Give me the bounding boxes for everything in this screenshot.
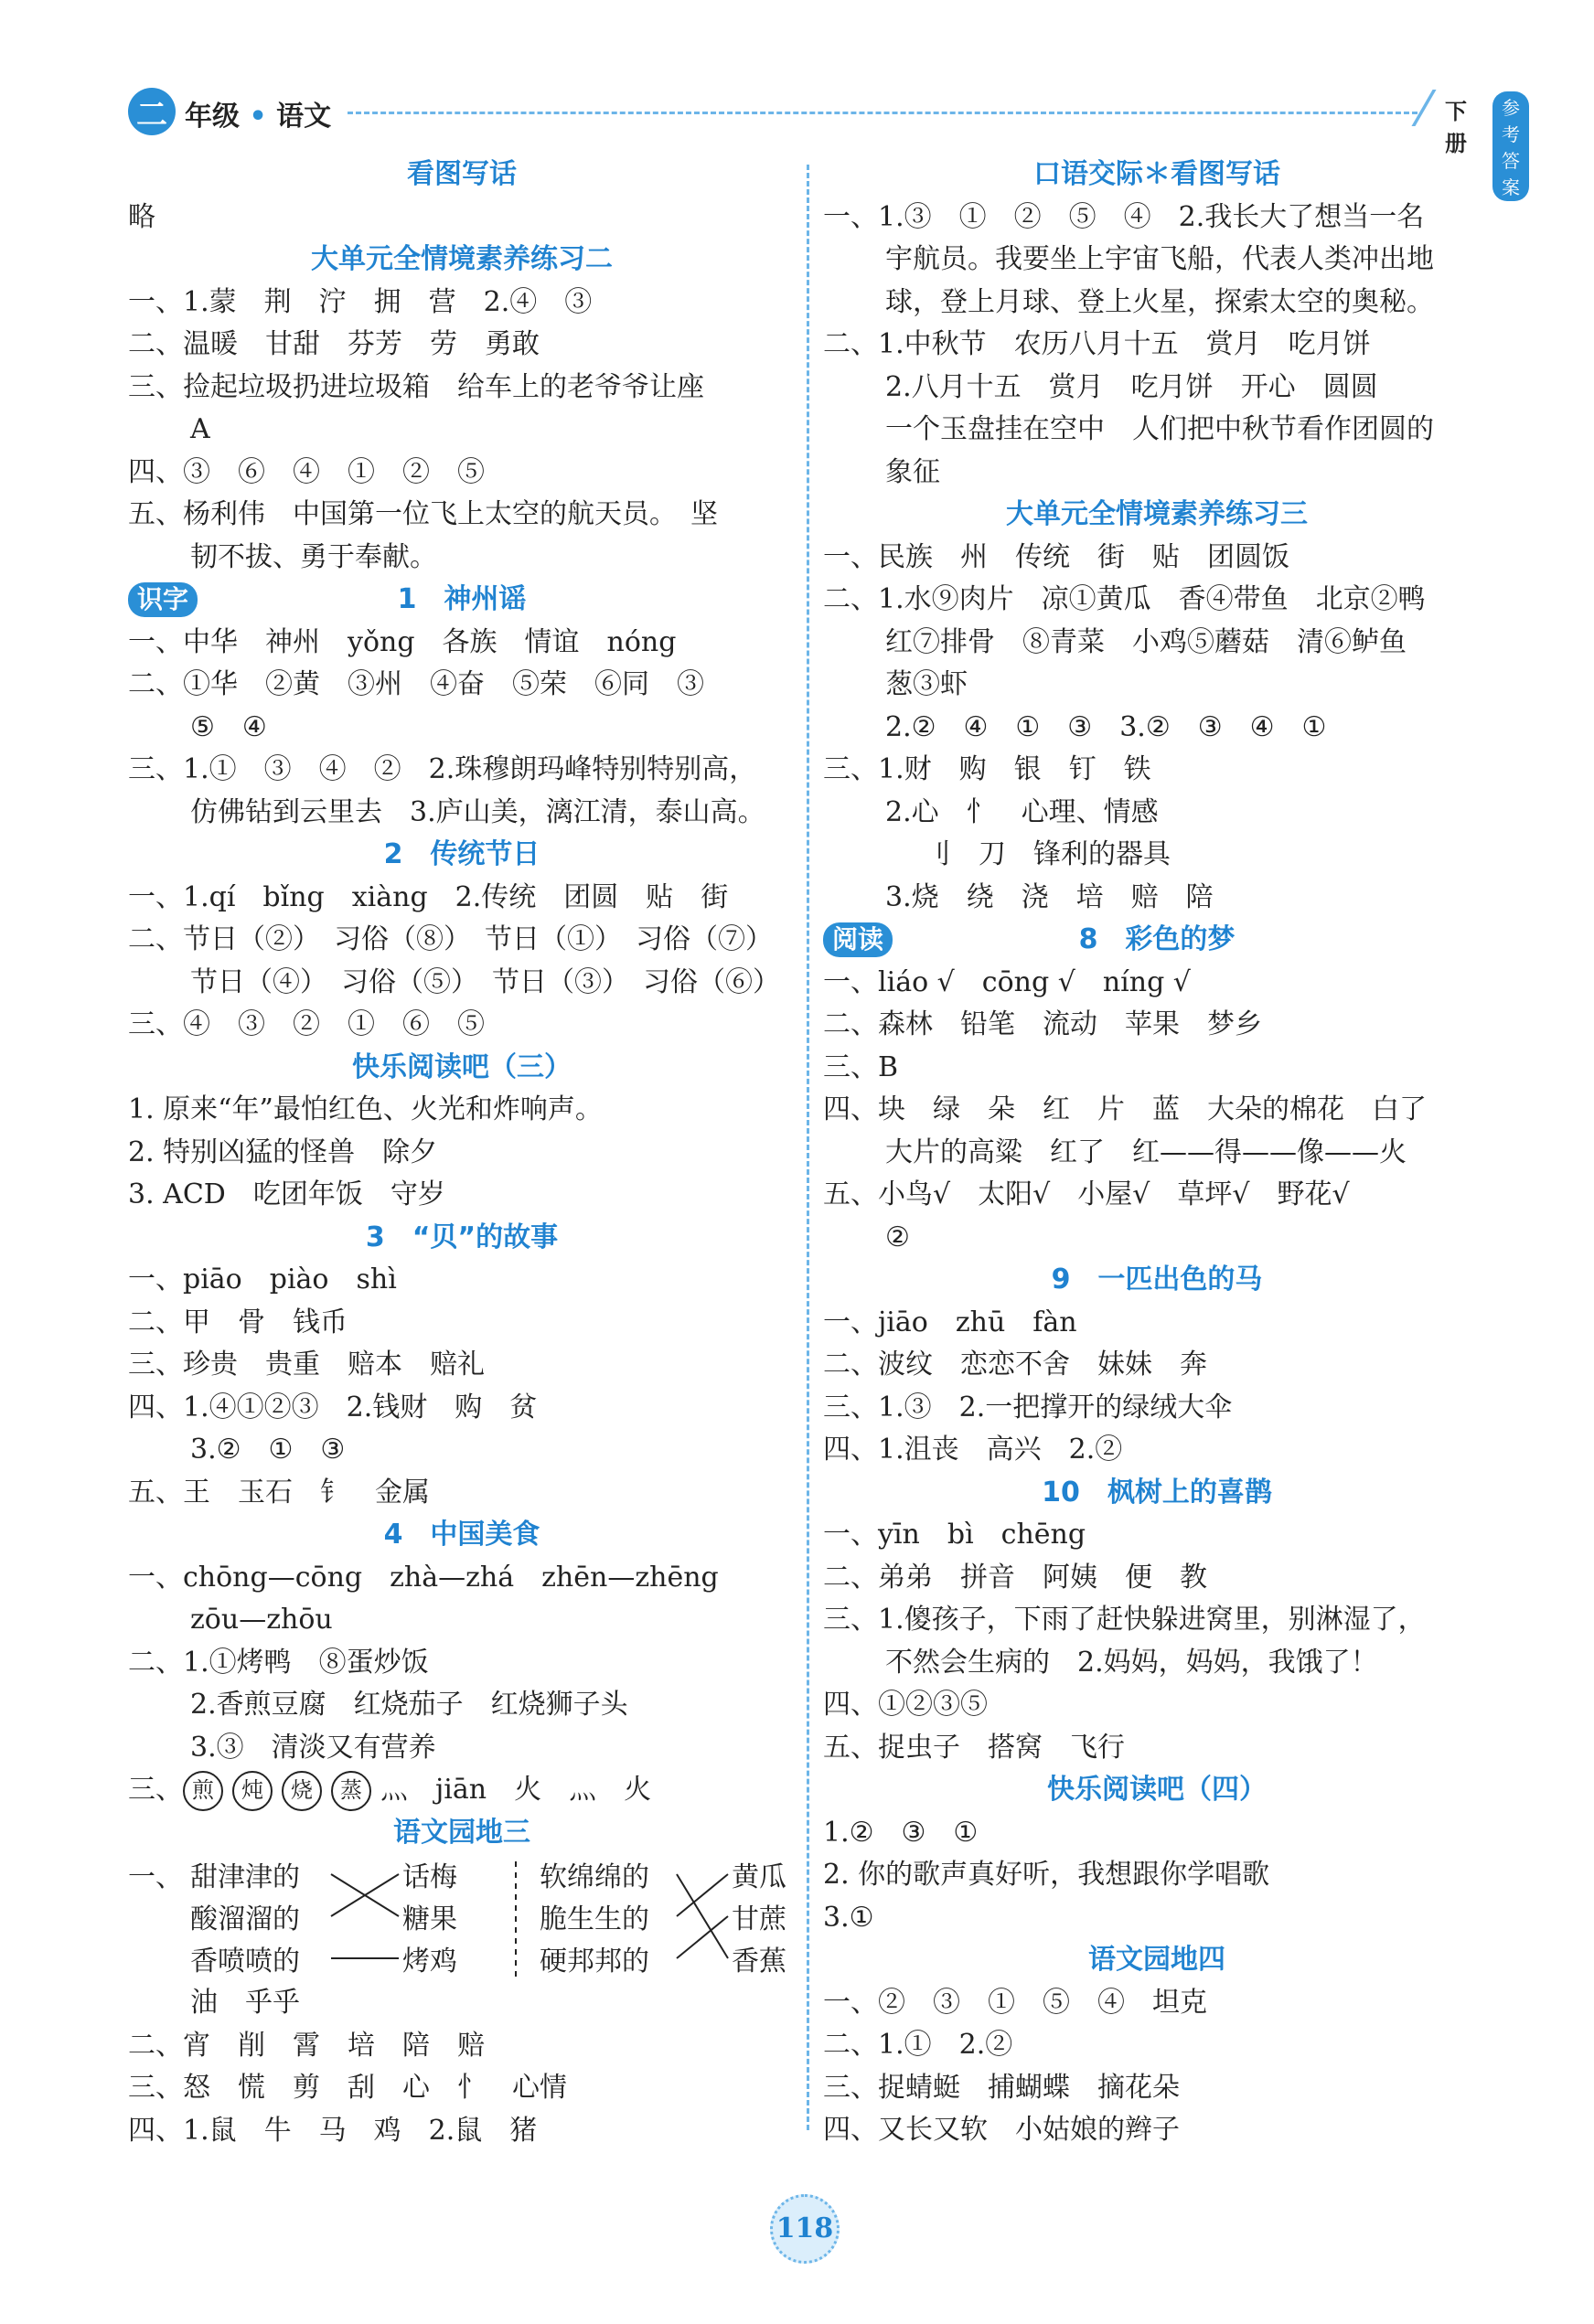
section-title-text: 1 神州谣 xyxy=(397,583,527,615)
answer-line: 三、1.③ 2.一把撑开的绿绒大伞 xyxy=(823,1391,1233,1423)
answer-prefix: 一、 xyxy=(128,1861,183,1893)
answer-line: 二、宵 削 霄 培 陪 赔 xyxy=(128,2029,485,2062)
section-title: 大单元全情境素养练习三 xyxy=(1006,498,1308,530)
answer-line: 2.香煎豆腐 红烧茄子 红烧狮子头 xyxy=(190,1689,628,1721)
answer-line: zōu—zhōu xyxy=(190,1604,333,1636)
answer-line: 五、王 玉石 钅 金属 xyxy=(128,1476,430,1508)
separator-dot-icon: • xyxy=(240,101,277,133)
section-title: 语文园地四 xyxy=(1088,1944,1225,1976)
match-target: 甘蔗 xyxy=(732,1903,786,1935)
answer-line: 不然会生病的 2.妈妈，妈妈，我饿了！ xyxy=(885,1646,1378,1679)
answer-line: 二、温暖 甘甜 芬芳 劳 勇敢 xyxy=(128,328,540,360)
section-title: 大单元全情境素养练习二 xyxy=(311,243,613,275)
answer-prefix: 三、 xyxy=(128,1774,183,1806)
left-column xyxy=(128,154,796,2152)
answer-line: 二、森林 铅笔 流动 苹果 梦乡 xyxy=(823,1008,1262,1040)
header-slash xyxy=(1411,90,1436,126)
answer-line: 四、又长又软 小姑娘的辫子 xyxy=(823,2114,1180,2146)
answer-line: 四、1.沮丧 高兴 2.② xyxy=(823,1434,1123,1466)
match-word: 甜津津的 xyxy=(190,1861,300,1893)
answer-line: 一、chōng—cōng zhà—zhá zhēn—zhēng xyxy=(128,1561,719,1594)
answer-line: 三、B xyxy=(823,1050,899,1083)
match-word: 酸溜溜的 xyxy=(190,1903,300,1935)
matching-exercise xyxy=(128,1854,796,1982)
section-title: 看图写话 xyxy=(407,158,517,190)
answer-line: 3.烧 绕 浇 培 赔 陪 xyxy=(885,880,1214,913)
column-divider xyxy=(807,165,809,2130)
answer-line: 3.③ 清淡又有营养 xyxy=(190,1731,436,1764)
answer-line: 四、①②③⑤ xyxy=(823,1689,988,1721)
answer-line: 一、② ③ ① ⑤ ④ 坦克 xyxy=(823,1986,1207,2019)
answer-line: 三、1.① ③ ④ ② 2.珠穆朗玛峰特别特别高， xyxy=(128,753,757,785)
answer-line: ⑤ ④ xyxy=(190,710,267,743)
section-title: 4 中国美食 xyxy=(383,1519,540,1551)
section-title: 语文园地三 xyxy=(393,1816,530,1849)
answer-line: 一、1.③ ① ② ⑤ ④ 2.我长大了想当一名 xyxy=(823,200,1425,233)
answer-line: 二、①华 ②黄 ③州 ④奋 ⑤荣 ⑥同 ③ xyxy=(128,668,704,700)
answer-line: 红⑦排骨 ⑧青菜 小鸡⑤蘑菇 清⑥鲈鱼 xyxy=(885,625,1407,658)
circled-char: 煎 xyxy=(183,1771,223,1811)
answer-line: 油 乎乎 xyxy=(190,1987,300,2019)
match-target: 黄瓜 xyxy=(732,1861,786,1893)
grade-subject-label xyxy=(185,93,331,133)
answer-line: 五、杨利伟 中国第一位飞上太空的航天员。 坚 xyxy=(128,498,718,530)
answer-line: 仿佛钻到云里去 3.庐山美，漓江清，泰山高。 xyxy=(190,795,765,828)
answer-line: 宇航员。我要坐上宇宙飞船，代表人类冲出地 xyxy=(885,243,1434,275)
answer-line: 1. 原来“年”最怕红色、火光和炸响声。 xyxy=(128,1093,603,1125)
answer-line: 葱③虾 xyxy=(885,668,968,700)
answer-line: 3.② ① ③ xyxy=(190,1434,346,1466)
answer-line: 四、1.④①②③ 2.钱财 购 贫 xyxy=(128,1391,538,1423)
answer-badge: 参考答案 xyxy=(1492,91,1529,201)
match-word: 硬邦邦的 xyxy=(540,1946,649,1978)
match-line xyxy=(677,1874,728,1958)
answer-line: 一、中华 神州 yǒng 各族 情谊 nóng xyxy=(128,625,677,658)
answer-line: 一、1.蒙 荆 泞 拥 营 2.④ ③ xyxy=(128,285,593,318)
answer-line: 二、甲 骨 钱币 xyxy=(128,1306,348,1338)
answer-line: 象征 xyxy=(885,455,940,488)
section-title: 3 “贝”的故事 xyxy=(365,1221,559,1253)
answer-line: 2. 特别凶猛的怪兽 除夕 xyxy=(128,1135,438,1168)
volume-label: 下册 xyxy=(1445,99,1467,156)
header-rule xyxy=(348,112,1417,114)
answer-line: 2. 你的歌声真好听，我想跟你学唱歌 xyxy=(823,1859,1270,1891)
answer-line: 一个玉盘挂在空中 人们把中秋节看作团圆的 xyxy=(885,413,1434,445)
match-line xyxy=(677,1874,728,1916)
right-column xyxy=(823,154,1491,2152)
match-target: 烤鸡 xyxy=(402,1946,457,1978)
section-title: 9 一匹出色的马 xyxy=(1051,1263,1263,1295)
section-tag: 阅读 xyxy=(823,922,893,957)
answer-line: 略 xyxy=(128,200,155,233)
answer-line: 二、1.①烤鸭 ⑧蛋炒饭 xyxy=(128,1646,429,1679)
section-title-text: 8 彩色的梦 xyxy=(1078,923,1236,955)
answer-line: 韧不拔、勇于奉献。 xyxy=(190,540,437,573)
answer-line: 球，登上月球、登上火星，探索太空的奥秘。 xyxy=(885,285,1434,318)
answer-line: 3. ACD 吃团年饭 守岁 xyxy=(128,1178,445,1210)
answer-line: 四、块 绿 朵 红 片 蓝 大朵的棉花 白了 xyxy=(823,1093,1427,1125)
answer-line: 三、1.财 购 银 钉 铁 xyxy=(823,753,1151,785)
answer-line: 3.① xyxy=(823,1901,874,1934)
match-target: 话梅 xyxy=(402,1861,457,1893)
match-lines xyxy=(128,1854,796,1982)
answer-line: 2.② ④ ① ③ 3.② ③ ④ ① xyxy=(885,710,1327,743)
answer-line: 四、1.鼠 牛 马 鸡 2.鼠 猪 xyxy=(128,2114,538,2147)
match-word: 软绵绵的 xyxy=(540,1861,649,1893)
section-title: 快乐阅读吧（三） xyxy=(352,1050,572,1083)
answer-line: 一、liáo √ cōng √ níng √ xyxy=(823,965,1191,998)
answer-line: 2.心 忄 心理、情感 xyxy=(885,795,1159,828)
match-target: 糖果 xyxy=(402,1903,457,1935)
section-title xyxy=(823,919,1491,962)
answer-suffix: 灬 jiān 火 灬 火 xyxy=(380,1774,652,1806)
circled-char: 烧 xyxy=(282,1771,322,1811)
answer-line: 一、民族 州 传统 街 贴 团圆饭 xyxy=(823,540,1289,573)
answer-line: 一、yīn bì chēng xyxy=(823,1519,1086,1551)
grade-badge: 二 xyxy=(128,88,176,135)
answer-line: 五、捉虫子 搭窝 飞行 xyxy=(823,1731,1125,1764)
answer-line: 一、jiāo zhū fàn xyxy=(823,1306,1077,1338)
answer-line: A xyxy=(190,413,210,445)
answer-line: 大片的高粱 红了 红——得——像——火 xyxy=(885,1135,1407,1168)
answer-line xyxy=(128,1769,796,1812)
answer-line: 一、piāo piào shì xyxy=(128,1263,397,1295)
answer-line: 一、1.qí bǐng xiàng 2.传统 团圆 贴 街 xyxy=(128,880,729,913)
answer-line: 五、小鸟√ 太阳√ 小屋√ 草坪√ 野花√ xyxy=(823,1178,1350,1210)
answer-line: 三、怒 慌 剪 刮 心 忄 心情 xyxy=(128,2072,567,2104)
answer-line: 二、波纹 恋恋不舍 妹妹 奔 xyxy=(823,1349,1207,1381)
page-number: 118 xyxy=(770,2194,840,2264)
grade-label: 年级 xyxy=(185,101,240,133)
answer-line: 二、弟弟 拼音 阿姨 便 教 xyxy=(823,1561,1207,1594)
match-line xyxy=(677,1916,728,1958)
answer-line: 四、③ ⑥ ④ ① ② ⑤ xyxy=(128,455,485,488)
answer-line: 三、珍贵 贵重 赔本 赔礼 xyxy=(128,1349,485,1381)
section-title: 10 枫树上的喜鹊 xyxy=(1042,1476,1272,1508)
answer-line: 刂 刀 锋利的器具 xyxy=(924,838,1171,870)
answer-line: ② xyxy=(885,1221,910,1253)
section-title: 2 传统节日 xyxy=(383,838,540,870)
match-word: 脆生生的 xyxy=(540,1903,649,1935)
answer-line: 节日（④） 习俗（⑤） 节日（③） 习俗（⑥） xyxy=(190,965,780,998)
answer-line: 二、1.① 2.② xyxy=(823,2029,1013,2061)
answer-line: 二、节日（②） 习俗（⑧） 节日（①） 习俗（⑦） xyxy=(128,923,773,955)
match-word: 香喷喷的 xyxy=(190,1946,300,1978)
answer-line: 二、1.中秋节 农历八月十五 赏月 吃月饼 xyxy=(823,328,1371,360)
match-target: 香蕉 xyxy=(732,1946,786,1978)
answer-line: 三、④ ③ ② ① ⑥ ⑤ xyxy=(128,1008,485,1040)
circled-char: 蒸 xyxy=(331,1771,371,1811)
section-title xyxy=(128,579,796,622)
circled-char: 炖 xyxy=(232,1771,273,1811)
section-title: 口语交际＊看图写话 xyxy=(1033,158,1280,190)
section-title: 快乐阅读吧（四） xyxy=(1047,1774,1267,1806)
answer-line: 2.八月十五 赏月 吃月饼 开心 圆圆 xyxy=(885,370,1378,403)
subject-label: 语文 xyxy=(276,101,332,133)
answer-line: 三、捡起垃圾扔进垃圾箱 给车上的老爷爷让座 xyxy=(128,370,704,403)
answer-line: 三、1.傻孩子，下雨了赶快躲进窝里，别淋湿了， xyxy=(823,1604,1426,1636)
answer-line: 1.② ③ ① xyxy=(823,1816,979,1849)
answer-line: 二、1.水⑨肉片 凉①黄瓜 香④带鱼 北京②鸭 xyxy=(823,583,1426,615)
answer-line: 三、捉蜻蜓 捕蝴蝶 摘花朵 xyxy=(823,2071,1180,2104)
section-tag: 识字 xyxy=(128,582,198,617)
